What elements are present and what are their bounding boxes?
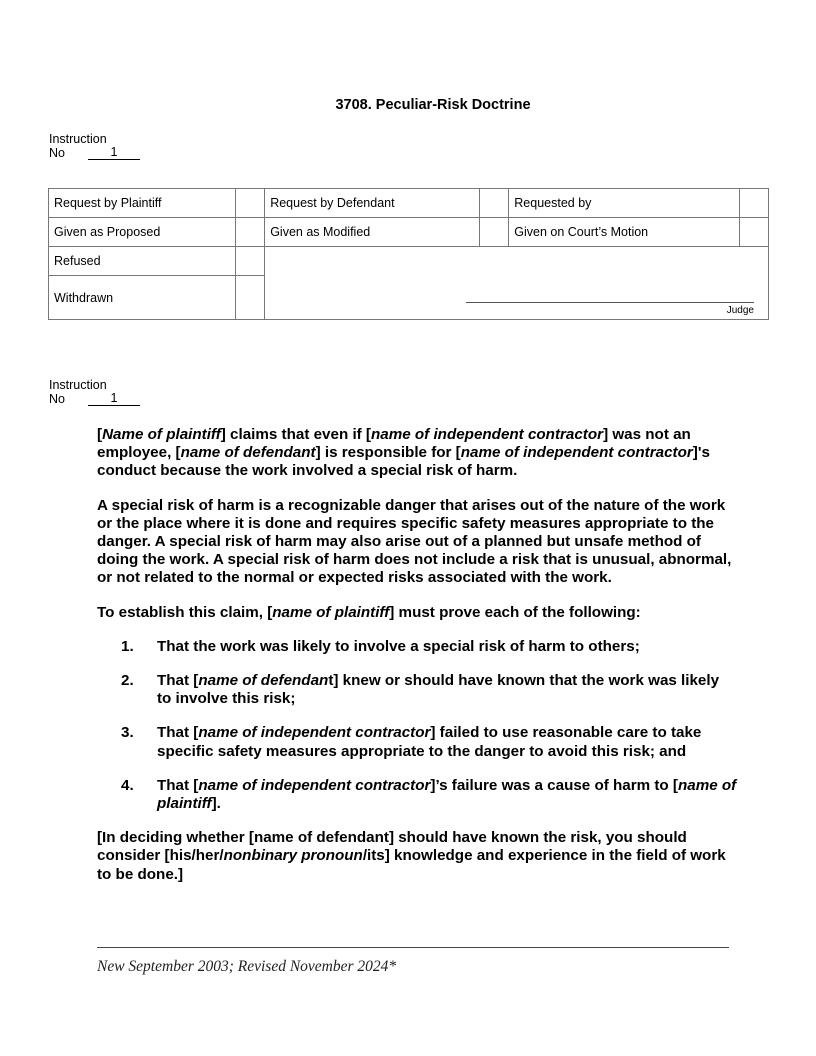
request-by-defendant-label: Request by Defendant xyxy=(265,189,480,218)
given-as-modified-label: Given as Modified xyxy=(265,218,480,247)
element-item xyxy=(97,724,737,760)
judge-label: Judge xyxy=(726,305,754,316)
element-item xyxy=(97,672,737,708)
request-by-defendant-checkbox[interactable] xyxy=(480,189,509,218)
request-disposition-table xyxy=(48,188,769,320)
instruction-label: Instruction xyxy=(49,378,107,392)
request-by-plaintiff-checkbox[interactable] xyxy=(236,189,265,218)
element-number: 1. xyxy=(121,637,134,655)
instruction-number-block xyxy=(49,132,140,160)
instruction-body xyxy=(97,426,737,900)
element-number: 3. xyxy=(121,724,134,742)
given-on-courts-motion-checkbox[interactable] xyxy=(740,218,769,247)
request-by-plaintiff-label: Request by Plaintiff xyxy=(49,189,236,218)
instruction-no-value[interactable]: 1 xyxy=(88,146,140,160)
instruction-number-block-2 xyxy=(49,378,140,406)
element-text: That the work was likely to involve a special risk of harm to others; xyxy=(157,637,640,655)
elements-intro-paragraph: To establish this claim, [name of plaintiff] must prove each of the following: xyxy=(97,603,641,621)
refused-checkbox[interactable] xyxy=(236,247,265,276)
element-number: 2. xyxy=(121,672,134,690)
optional-knowledge-paragraph: [In deciding whether [name of defendant] should have known the risk, you should consider [his/her/nonbinary pronoun/its] knowledge and experience in the field of work to be done.] xyxy=(97,829,726,883)
judge-signature-line[interactable] xyxy=(466,302,754,303)
requested-by-label: Requested by xyxy=(509,189,740,218)
withdrawn-checkbox[interactable] xyxy=(236,276,265,320)
instruction-label: Instruction xyxy=(49,132,107,146)
element-text: That [name of defendant] knew or should have known that the work was likely to involve this risk; xyxy=(157,672,720,708)
refused-label: Refused xyxy=(49,247,236,276)
judge-signature-cell xyxy=(265,247,769,320)
element-text: That [name of independent contractor] failed to use reasonable care to take specific safety measures appropriate to the danger to avoid this risk; and xyxy=(157,724,702,760)
withdrawn-label: Withdrawn xyxy=(49,276,236,320)
element-item xyxy=(97,638,737,656)
element-text: That [name of independent contractor]’s failure was a cause of harm to [name of plaintiff]. xyxy=(157,776,737,813)
instruction-no-label: No xyxy=(49,392,65,406)
definition-paragraph: A special risk of harm is a recognizable danger that arises out of the nature of the work or the place where it is done and requires specific safety measures appropriate to the danger. A special risk of harm may also arise out of a planned but unsafe method of doing the work. A special risk of harm does not include a risk that is unusual, abnormal, or not related to the normal or expected risks associated with the work. xyxy=(97,496,732,587)
given-as-proposed-checkbox[interactable] xyxy=(236,218,265,247)
given-as-proposed-label: Given as Proposed xyxy=(49,218,236,247)
revision-history: New September 2003; Revised November 2024* xyxy=(97,958,397,975)
instruction-no-label: No xyxy=(49,146,65,160)
given-on-courts-motion-label: Given on Court’s Motion xyxy=(509,218,740,247)
element-number: 4. xyxy=(121,776,134,794)
elements-list xyxy=(97,638,737,813)
element-item xyxy=(97,777,737,813)
requested-by-checkbox[interactable] xyxy=(740,189,769,218)
given-as-modified-checkbox[interactable] xyxy=(480,218,509,247)
document-title: 3708. Peculiar-Risk Doctrine xyxy=(335,97,531,113)
instruction-no-value[interactable]: 1 xyxy=(88,392,140,406)
claim-paragraph: [Name of plaintiff] claims that even if [name of independent contractor] was not an employee, [name of defendant] is responsible for [name of independent contractor]'s conduct because the work involved a special risk of harm. xyxy=(97,426,710,480)
footer-divider xyxy=(97,947,729,948)
